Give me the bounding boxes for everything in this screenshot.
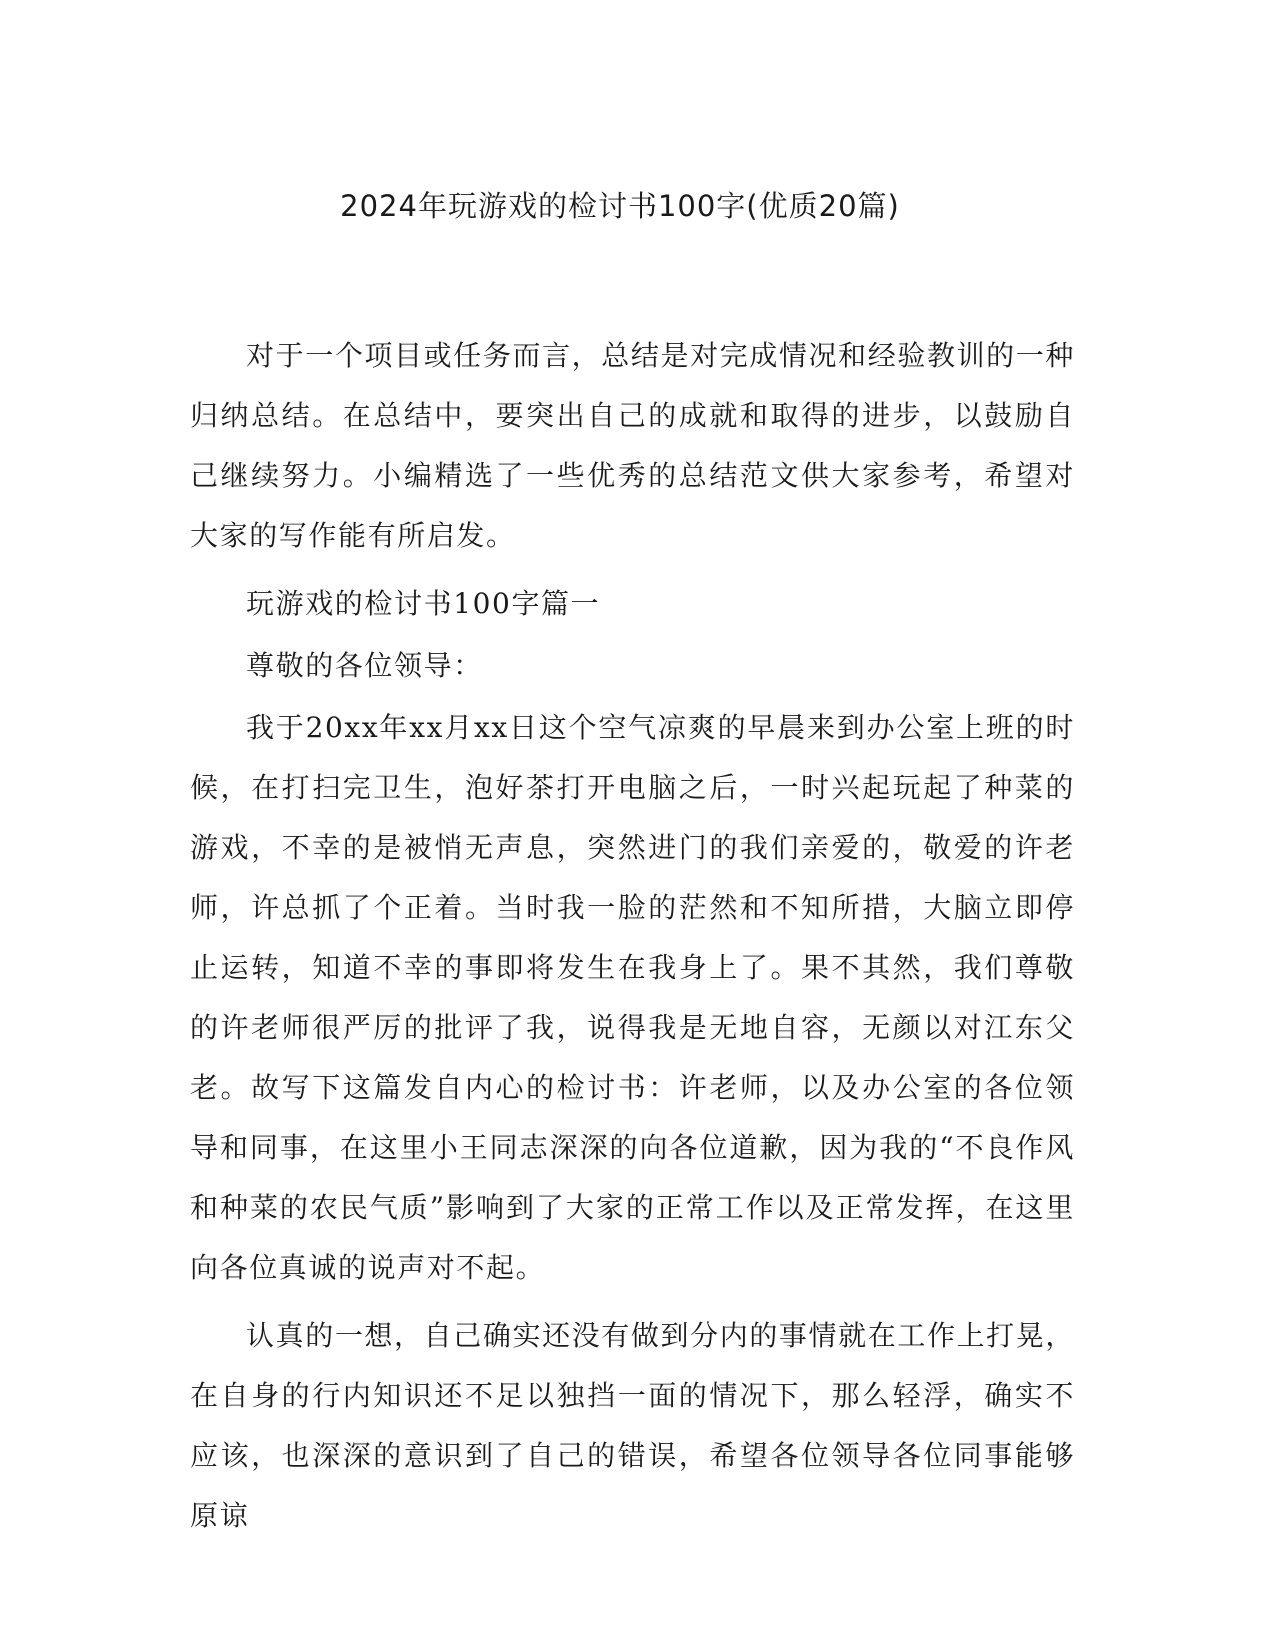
document-title: 2024年玩游戏的检讨书100字(优质20篇) bbox=[340, 189, 900, 223]
body-paragraph: 认真的一想，自己确实还没有做到分内的事情就在工作上打晃，在自身的行内知识还不足以独挡一面的情况下，那么轻浮，确实不应该，也深深的意识到了自己的错误，希望各位领导各位同事能够原谅 bbox=[190, 1319, 1075, 1532]
section-heading: 玩游戏的检讨书100字篇一 bbox=[246, 587, 601, 620]
body-paragraph: 我于20xx年xx月xx日这个空气凉爽的早晨来到办公室上班的时候，在打扫完卫生，泡好茶打开电脑之后，一时兴起玩起了种菜的游戏，不幸的是被悄无声息，突然进门的我们亲爱的，敬爱的许老师，许总抓了个正着。当时我一脸的茫然和不知所措，大脑立即停止运转，知道不幸的事即将发生在我身上了。果不其然，我们尊敬的许老师很严厉的批评了我，说得我是无地自容，无颜以对江东父老。故写下这篇发自内心的检讨书：许老师，以及办公室的各位领导和同事，在这里小王同志深深的向各位道歉，因为我的“不良作风和种菜的农民气质”影响到了大家的正常工作以及正常发挥，在这里向各位真诚的说声对不起。 bbox=[190, 711, 1075, 1284]
salutation: 尊敬的各位领导： bbox=[246, 649, 483, 682]
intro-paragraph: 对于一个项目或任务而言，总结是对完成情况和经验教训的一种归纳总结。在总结中，要突出自己的成就和取得的进步，以鼓励自己继续努力。小编精选了一些优秀的总结范文供大家参考，希望对大家的写作能有所启发。 bbox=[190, 339, 1075, 552]
document-body bbox=[190, 326, 1075, 1554]
